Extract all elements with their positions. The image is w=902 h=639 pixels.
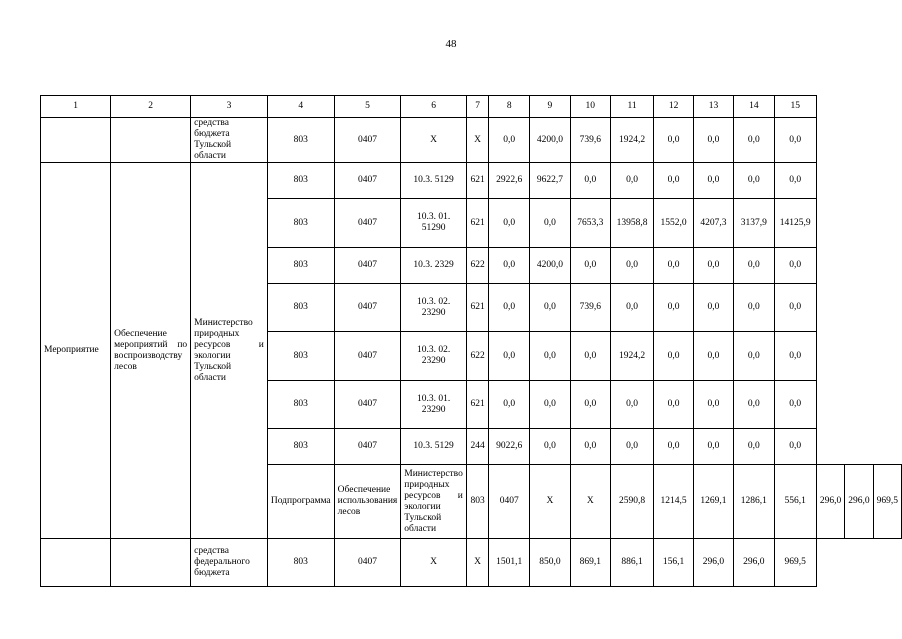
column-number: 9 <box>530 96 571 118</box>
table-cell: 0,0 <box>570 332 610 381</box>
table-cell: 886,1 <box>610 539 654 587</box>
table-row <box>41 163 902 199</box>
table-cell: 2922,6 <box>489 163 530 199</box>
column-number: 11 <box>610 96 654 118</box>
column-number: 6 <box>401 96 467 118</box>
table-cell: 803 <box>267 284 334 332</box>
table-cell: 0,0 <box>530 332 571 381</box>
table-cell: 0,0 <box>570 248 610 284</box>
table-cell: 621 <box>466 284 488 332</box>
table-cell: 0,0 <box>774 381 816 429</box>
empty-cell <box>111 118 191 163</box>
table-cell: 803 <box>267 199 334 248</box>
table-cell: 803 <box>267 539 334 587</box>
table-cell: 13958,8 <box>610 199 654 248</box>
table-cell: 969,5 <box>774 539 816 587</box>
table-cell: 0,0 <box>530 429 571 465</box>
table-cell: 156,1 <box>654 539 693 587</box>
table-cell: 4200,0 <box>530 248 571 284</box>
table-cell: 803 <box>267 332 334 381</box>
subprogram-type-cell: Подпрограмма <box>267 465 334 539</box>
event-type-cell: Мероприятие <box>41 163 111 539</box>
table-cell: 0,0 <box>774 332 816 381</box>
table-cell: 0407 <box>334 332 401 381</box>
table-cell: 0,0 <box>654 248 693 284</box>
table-cell: 9022,6 <box>489 429 530 465</box>
table-cell: 0,0 <box>610 284 654 332</box>
column-number: 12 <box>654 96 693 118</box>
table-cell: 296,0 <box>816 465 844 539</box>
table-cell: 621 <box>466 199 488 248</box>
table-cell: 0,0 <box>693 248 733 284</box>
table-cell: 14125,9 <box>774 199 816 248</box>
table-cell: 0,0 <box>693 118 733 163</box>
table-cell: 0,0 <box>610 248 654 284</box>
table-cell: 0,0 <box>570 429 610 465</box>
column-number: 10 <box>570 96 610 118</box>
table-cell: Х <box>401 539 467 587</box>
table-cell: 0407 <box>334 199 401 248</box>
table-cell: 1214,5 <box>654 465 693 539</box>
table-cell: 0,0 <box>489 381 530 429</box>
event-name-cell: Обеспечение мероприятий по воспроизводству лесов <box>111 163 191 539</box>
table-cell: 0,0 <box>774 429 816 465</box>
table-cell: 0,0 <box>654 429 693 465</box>
table-cell: 4200,0 <box>530 118 571 163</box>
table-cell: 0,0 <box>654 332 693 381</box>
table-cell: 296,0 <box>693 539 733 587</box>
table-cell: 0,0 <box>693 284 733 332</box>
table-cell: 0407 <box>334 284 401 332</box>
table-cell: 10.3. 01. 51290 <box>401 199 467 248</box>
table-cell: Х <box>401 118 467 163</box>
budget-table <box>40 95 902 587</box>
empty-cell <box>41 539 111 587</box>
funding-source-line2: Тульской области <box>194 140 232 161</box>
subprogram-executor-cell: Министерство природных ресурсов и экологии Тульской области <box>401 465 467 539</box>
column-number: 3 <box>191 96 268 118</box>
table-cell: 0407 <box>334 248 401 284</box>
column-number: 5 <box>334 96 401 118</box>
table-cell: 0,0 <box>610 429 654 465</box>
table-cell: 0407 <box>334 118 401 163</box>
table-cell: 244 <box>466 429 488 465</box>
table-cell: Х <box>466 118 488 163</box>
table-row <box>41 539 902 587</box>
table-cell: 0,0 <box>610 163 654 199</box>
table-cell: 0,0 <box>774 248 816 284</box>
table-cell: 0,0 <box>774 284 816 332</box>
table-cell: 0407 <box>334 429 401 465</box>
table-cell: 0,0 <box>530 284 571 332</box>
column-number: 15 <box>774 96 816 118</box>
table-cell: 0,0 <box>654 284 693 332</box>
table-cell: 0407 <box>489 465 530 539</box>
table-cell: 1924,2 <box>610 332 654 381</box>
table-cell: 622 <box>466 332 488 381</box>
table-cell: 0,0 <box>734 248 774 284</box>
page-number: 48 <box>445 38 457 50</box>
table-cell: 0,0 <box>734 429 774 465</box>
table-row <box>41 118 902 163</box>
table-cell: 0,0 <box>693 429 733 465</box>
table-cell: 296,0 <box>845 465 873 539</box>
table-cell: 0,0 <box>734 332 774 381</box>
table-cell: 1286,1 <box>734 465 774 539</box>
table-cell: 969,5 <box>873 465 901 539</box>
table-cell: 0,0 <box>693 163 733 199</box>
table-cell: 3137,9 <box>734 199 774 248</box>
table-cell: 850,0 <box>530 539 571 587</box>
table-cell: 9622,7 <box>530 163 571 199</box>
table-cell: 7653,3 <box>570 199 610 248</box>
empty-cell <box>41 118 111 163</box>
table-cell: 1269,1 <box>693 465 733 539</box>
subprogram-name-cell: Обеспечение использования лесов <box>334 465 401 539</box>
table-cell: 0,0 <box>693 381 733 429</box>
funding-source-line1: средства бюджета <box>194 118 230 139</box>
table-cell: 0,0 <box>654 381 693 429</box>
table-cell: 296,0 <box>734 539 774 587</box>
table-cell: 0,0 <box>610 381 654 429</box>
table-cell: 803 <box>267 429 334 465</box>
table-cell: 0,0 <box>489 332 530 381</box>
table-cell: 2590,8 <box>610 465 654 539</box>
table-cell: 0,0 <box>774 118 816 163</box>
table-cell: 0,0 <box>734 118 774 163</box>
table-cell: 0,0 <box>530 381 571 429</box>
empty-cell <box>111 539 191 587</box>
table-cell: 621 <box>466 163 488 199</box>
table-cell: 10.3. 01. 23290 <box>401 381 467 429</box>
table-cell: 10.3. 02. 23290 <box>401 332 467 381</box>
table-cell: 803 <box>267 248 334 284</box>
table-cell: 0407 <box>334 163 401 199</box>
funding-source-cell <box>191 118 268 163</box>
table-cell: 0,0 <box>530 199 571 248</box>
table-cell: 0,0 <box>693 332 733 381</box>
table-cell: Х <box>466 539 488 587</box>
table-cell: Х <box>530 465 571 539</box>
event-executor-cell: Министерство природных ресурсов и экологии Тульской области <box>191 163 268 539</box>
table-cell: 0,0 <box>570 381 610 429</box>
table-cell: 0,0 <box>654 118 693 163</box>
table-cell: 0,0 <box>570 163 610 199</box>
funding-source-cell: средства федерального бюджета <box>191 539 268 587</box>
table-cell: 803 <box>267 381 334 429</box>
table-cell: 0,0 <box>734 284 774 332</box>
table-cell: 0,0 <box>489 248 530 284</box>
column-number: 14 <box>734 96 774 118</box>
table-cell: 0407 <box>334 539 401 587</box>
table-cell: 803 <box>267 118 334 163</box>
table-cell: 0,0 <box>489 284 530 332</box>
table-cell: 621 <box>466 381 488 429</box>
table-cell: 803 <box>466 465 488 539</box>
table-cell: 0,0 <box>734 163 774 199</box>
column-number-row <box>41 96 902 118</box>
column-number: 13 <box>693 96 733 118</box>
table-cell: 0,0 <box>774 163 816 199</box>
table-cell: 622 <box>466 248 488 284</box>
column-number: 8 <box>489 96 530 118</box>
table-cell: Х <box>570 465 610 539</box>
table-cell: 10.3. 5129 <box>401 429 467 465</box>
table-cell: 0,0 <box>734 381 774 429</box>
table-cell: 10.3. 2329 <box>401 248 467 284</box>
table-cell: 739,6 <box>570 118 610 163</box>
table-cell: 0,0 <box>489 118 530 163</box>
column-number: 2 <box>111 96 191 118</box>
table-cell: 869,1 <box>570 539 610 587</box>
column-number: 7 <box>466 96 488 118</box>
table-cell: 0407 <box>334 381 401 429</box>
table-cell: 803 <box>267 163 334 199</box>
table-cell: 1924,2 <box>610 118 654 163</box>
column-number: 4 <box>267 96 334 118</box>
table-cell: 556,1 <box>774 465 816 539</box>
table-cell: 1552,0 <box>654 199 693 248</box>
table-cell: 1501,1 <box>489 539 530 587</box>
table-cell: 4207,3 <box>693 199 733 248</box>
table-cell: 0,0 <box>654 163 693 199</box>
column-number: 1 <box>41 96 111 118</box>
table-cell: 739,6 <box>570 284 610 332</box>
table-cell: 0,0 <box>489 199 530 248</box>
table-cell: 10.3. 02. 23290 <box>401 284 467 332</box>
table-cell: 10.3. 5129 <box>401 163 467 199</box>
